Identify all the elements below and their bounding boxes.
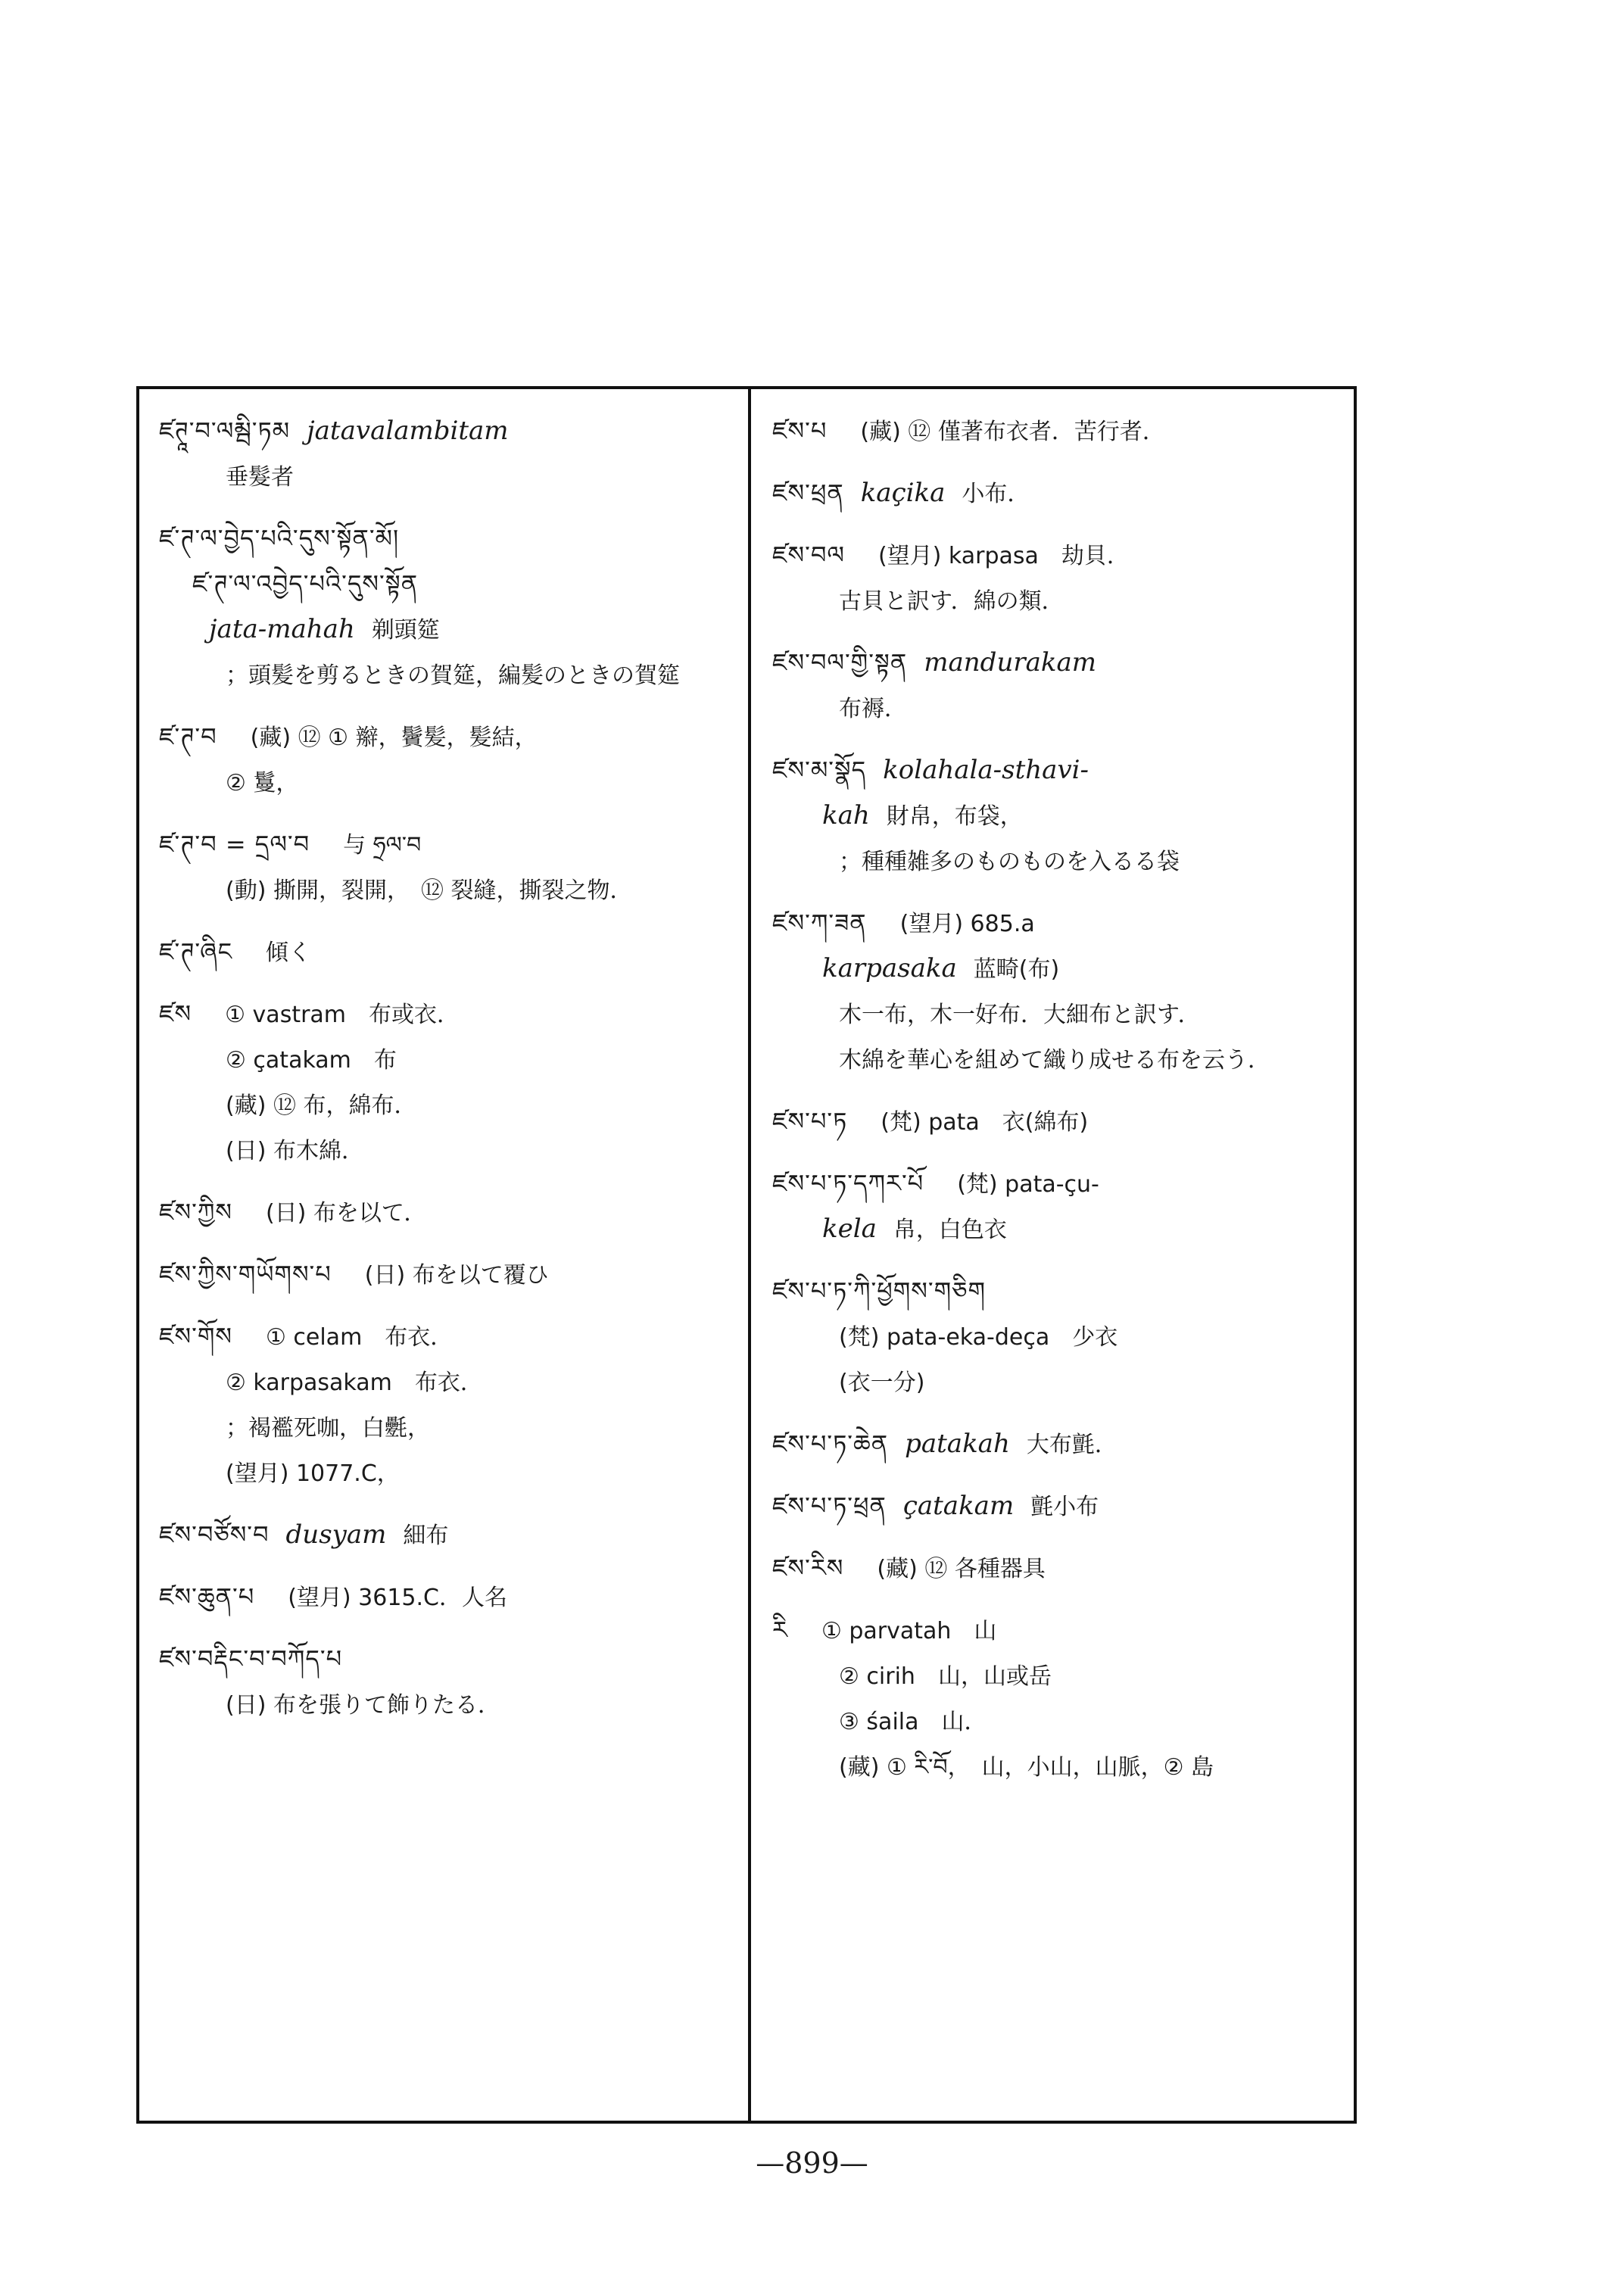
entry-line (159, 930, 742, 975)
entry-line (159, 653, 742, 698)
entry-line (159, 562, 742, 607)
gloss-text: (望月) 685.a (899, 911, 1035, 937)
dictionary-entry (772, 748, 1348, 884)
gloss-text: 細布 (403, 1523, 449, 1549)
gloss-text: ② çatakam 布 (226, 1047, 397, 1074)
gloss-text: (日) 布を張りて飾りたる． (226, 1692, 500, 1719)
gloss-text: 小布． (962, 481, 1030, 507)
gloss-text: ；褐襤死咖，白氎， (226, 1415, 430, 1442)
romanized-term: kolahala-sthavi- (883, 755, 1089, 785)
gloss-text: (梵) pata-eka-deça 少衣 (839, 1324, 1118, 1351)
dictionary-entry (159, 1190, 742, 1236)
tibetan-headword: ཛཊཱ་བ་ལམྦི་ཏམ (159, 416, 291, 445)
dictionary-entry (159, 1252, 742, 1298)
dictionary-entry (772, 533, 1348, 624)
romanized-term: jata-mahah (209, 614, 355, 644)
entry-line (159, 1252, 742, 1298)
gloss-text: (望月) karpasa 劫貝． (877, 543, 1130, 569)
entry-line (772, 1269, 1348, 1314)
dictionary-entry (772, 409, 1348, 454)
romanized-term: kaçika (860, 478, 946, 508)
dictionary-entry (772, 1269, 1348, 1405)
left-column (159, 409, 742, 1744)
gloss-text: 剃頭筵 (371, 617, 440, 644)
romanized-term: kela (822, 1214, 877, 1244)
tibetan-headword: ཛས་བལ (772, 541, 845, 569)
gloss-text: ；頭髪を剪るときの賀筵，編髪のときの賀筵 (226, 662, 680, 689)
dictionary-entry (772, 1608, 1348, 1790)
entry-line (159, 1190, 742, 1236)
gloss-text: (梵) pata-çu- (957, 1171, 1099, 1198)
gloss-text: 氈小布 (1030, 1494, 1099, 1520)
dictionary-entry (159, 409, 742, 500)
gloss-text: ① celam 布衣． (265, 1324, 454, 1351)
gloss-text: 垂髮者 (226, 464, 294, 491)
gloss-text: (日) 布を以て覆ひ (364, 1262, 549, 1289)
dictionary-entry (159, 930, 742, 975)
entry-line (772, 686, 1348, 731)
tibetan-headword: ཛ་ཊ་ལ་འབྱེད་པའི་དུས་སྟོན (192, 569, 419, 598)
entry-line (159, 1128, 742, 1173)
dictionary-entry (159, 822, 742, 913)
entry-line (772, 1314, 1348, 1360)
page-number: —899— (756, 2146, 868, 2180)
tibetan-headword: ཛས་ཀྱིས (159, 1198, 232, 1226)
entry-line (159, 1451, 742, 1496)
tibetan-headword: ཛས་པ་ཏ་ཆེན (772, 1429, 889, 1458)
gloss-text: (梵) pata 衣(綿布) (881, 1109, 1089, 1136)
entry-line (159, 822, 742, 868)
gloss-text: (藏) ⑫ 僅著布衣者．苦行者． (860, 419, 1165, 445)
tibetan-headword: ཛས་མ་སྣོད (772, 756, 867, 784)
gloss-text: ；種種雑多のものものを入るる袋 (839, 849, 1180, 875)
entry-line (159, 1083, 742, 1128)
entry-line (159, 1314, 742, 1360)
entry-line (772, 1099, 1348, 1145)
entry-line (772, 533, 1348, 578)
gloss-text: 大布氈． (1026, 1432, 1117, 1458)
entry-line (772, 1037, 1348, 1083)
entry-line (772, 1360, 1348, 1405)
dictionary-entry (159, 1575, 742, 1620)
gloss-text: (藏) ⑫ ① 辮，鬢髪，髪結， (250, 725, 538, 751)
tibetan-headword: ཛས་པ་ཏ་ཕྲན (772, 1491, 887, 1520)
dictionary-entry (159, 992, 742, 1173)
tibetan-headword: ཛས་ཀ་ཟན (772, 909, 867, 937)
romanized-term: kah (822, 800, 870, 831)
tibetan-headword: ཛས་བཙོས་བ (159, 1520, 270, 1549)
tibetan-headword: ཛས་པ་ཏ (772, 1107, 848, 1136)
tibetan-headword: ཛས་བལ་གྱི་སྟན (772, 648, 908, 677)
entry-line (772, 748, 1348, 793)
entry-line (772, 1161, 1348, 1207)
tibetan-headword: རི (772, 1616, 788, 1644)
gloss-text: (藏) ⑫ 各種器具 (877, 1556, 1046, 1582)
gloss-text: ③ śaila 山． (839, 1709, 987, 1735)
entry-line (159, 454, 742, 500)
entry-line (772, 1608, 1348, 1653)
entry-line (159, 1513, 742, 1558)
gloss-text: (日) 布木綿． (226, 1138, 364, 1164)
gloss-text: 帛，白色衣 (893, 1217, 1007, 1243)
tibetan-headword: ཛས་གོས (159, 1322, 232, 1351)
entry-line (159, 1037, 742, 1083)
dictionary-entry (772, 1546, 1348, 1591)
romanized-term: çatakam (902, 1491, 1015, 1521)
tibetan-headword: ཛས་ཀྱིས་གཡོགས་པ (159, 1260, 332, 1289)
entry-line (772, 1653, 1348, 1699)
entry-line (159, 409, 742, 454)
entry-line (159, 1575, 742, 1620)
entry-line (159, 992, 742, 1037)
entry-line (772, 1546, 1348, 1591)
entry-line (772, 471, 1348, 516)
entry-line (772, 409, 1348, 454)
gloss-text: (動) 撕開，裂開， ⑫ 裂縫，撕裂之物． (226, 877, 633, 904)
gloss-text: ② cirih 山，山或岳 (839, 1663, 1052, 1690)
romanized-term: karpasaka (822, 953, 957, 983)
entry-line (772, 1699, 1348, 1744)
entry-line (772, 1207, 1348, 1252)
entry-line (772, 1422, 1348, 1467)
tibetan-headword: ཛས་རིས (772, 1554, 844, 1582)
tibetan-headword: ཛ་ཊ་བ = དྲལ་བ (159, 830, 310, 859)
tibetan-headword: ཛས་ཆུན་པ (159, 1582, 255, 1611)
gloss-text: 古貝と訳す．綿の類． (839, 588, 1064, 615)
entry-line (159, 516, 742, 562)
dictionary-entry (159, 1513, 742, 1558)
tibetan-headword: ཛས་བརྡིང་བ་བཀོད་པ (159, 1644, 343, 1673)
tibetan-headword: ཛས་པ་ཏ་ཀི་ཕྱོགས་གཅིག (772, 1276, 986, 1305)
gloss-text: 財帛，布袋， (886, 803, 1023, 830)
right-column (772, 409, 1348, 1806)
tibetan-headword: ཛ་ཊ་ཞིང (159, 937, 233, 966)
gloss-text: ① parvatah 山 (821, 1618, 997, 1644)
entry-line (772, 839, 1348, 884)
dictionary-entry (772, 471, 1348, 516)
gloss-text: (藏) ① རི་བོ， 山，小山，山脈，② 島 (839, 1754, 1214, 1781)
entry-line (159, 868, 742, 913)
entry-line (159, 1405, 742, 1451)
gloss-text: 布褥． (839, 696, 907, 722)
tibetan-headword: ཛ་ཊ་ལ་བྱེད་པའི་དུས་སྟོན་མོ། (159, 524, 400, 553)
dictionary-entry (772, 1099, 1348, 1145)
dictionary-entry (772, 1484, 1348, 1529)
entry-line (772, 992, 1348, 1037)
gloss-text: ② karpasakam 布衣． (226, 1370, 483, 1396)
dictionary-entry (159, 715, 742, 806)
dictionary-entry (159, 1637, 742, 1728)
entry-line (772, 793, 1348, 839)
gloss-text: ① vastram 布或衣． (225, 1002, 460, 1028)
entry-line (772, 578, 1348, 624)
gloss-text: (望月) 3615.C．人名 (288, 1585, 507, 1611)
dictionary-entry (772, 1422, 1348, 1467)
dictionary-entry (772, 1161, 1348, 1252)
gloss-text: 与 ཧྲལ་བ (343, 832, 422, 859)
entry-line (772, 1484, 1348, 1529)
dictionary-entry (159, 516, 742, 698)
romanized-term: mandurakam (924, 647, 1096, 678)
dictionary-entry (159, 1314, 742, 1496)
gloss-text: 木綿を華心を組めて織り成せる布を云う． (839, 1047, 1270, 1074)
entry-line (772, 641, 1348, 686)
dictionary-entry (772, 641, 1348, 731)
entry-line (772, 1744, 1348, 1790)
tibetan-headword: ཛས་ཕྲན (772, 478, 844, 507)
dictionary-entry (772, 901, 1348, 1083)
entry-line (159, 1682, 742, 1728)
entry-line (159, 715, 742, 760)
column-divider (748, 389, 751, 2121)
gloss-text: 蓝畸(布) (973, 956, 1060, 983)
tibetan-headword: ཛས་པ (772, 416, 828, 445)
tibetan-headword: ཛས་པ་ཏ་དཀར་པོ (772, 1169, 924, 1198)
romanized-term: dusyam (285, 1519, 387, 1550)
tibetan-headword: ཛས (159, 999, 192, 1028)
entry-line (159, 607, 742, 653)
entry-line (159, 1360, 742, 1405)
entry-line (159, 1637, 742, 1682)
gloss-text: (望月) 1077.C， (226, 1460, 400, 1487)
gloss-text: ② 鬘， (226, 770, 299, 796)
gloss-text: 木一布，木一好布．大細布と訳す． (839, 1002, 1201, 1028)
entry-line (772, 901, 1348, 946)
gloss-text: (藏) ⑫ 布，綿布． (226, 1092, 417, 1119)
gloss-text: (日) 布を以て． (265, 1200, 427, 1226)
entry-line (159, 760, 742, 806)
gloss-text: (衣一分) (839, 1370, 925, 1396)
romanized-term: patakah (905, 1429, 1010, 1459)
tibetan-headword: ཛ་ཊ་བ (159, 722, 217, 751)
entry-line (772, 946, 1348, 992)
romanized-term: jatavalambitam (307, 416, 509, 446)
gloss-text: 傾く (266, 940, 312, 966)
